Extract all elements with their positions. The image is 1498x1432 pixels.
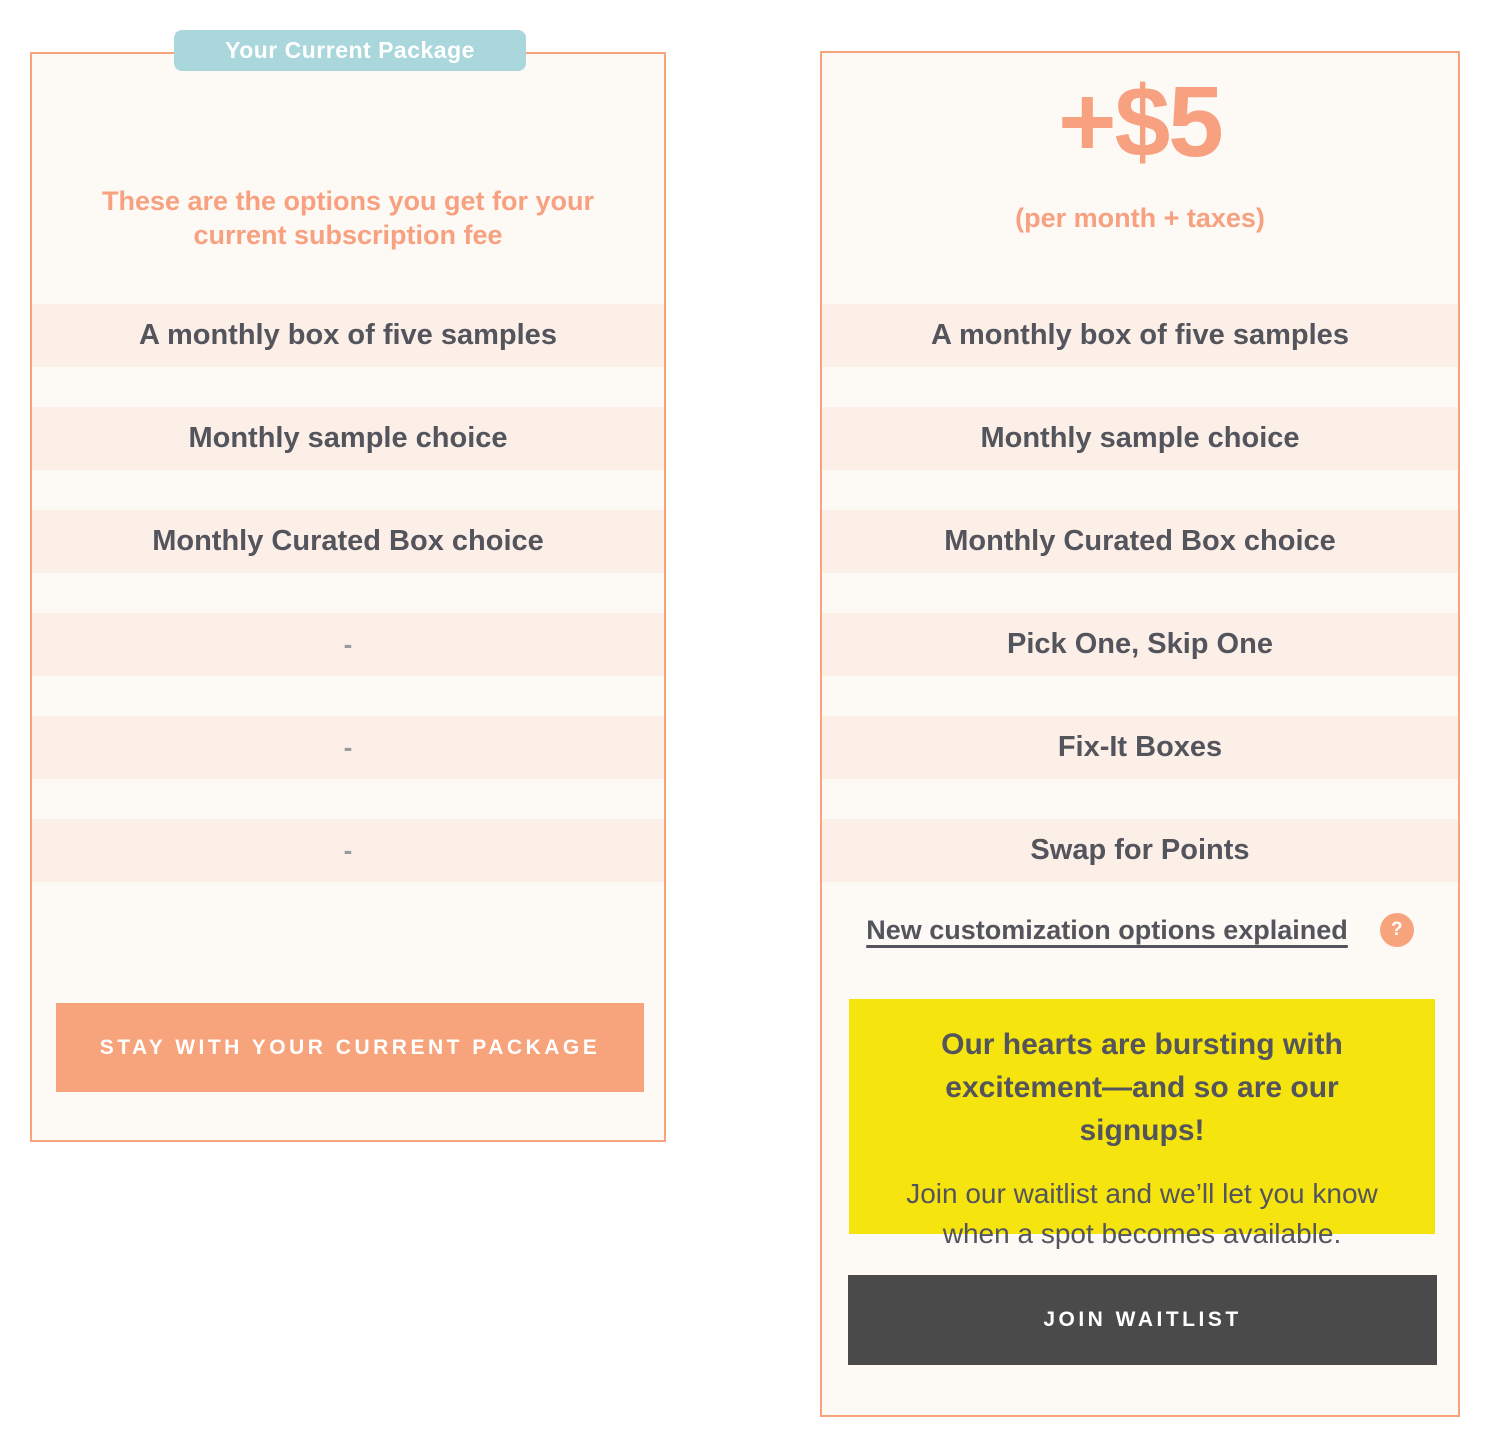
upgrade-price: +$5 (1058, 66, 1222, 178)
feature-row (822, 819, 1458, 882)
current-package-feature-list (32, 304, 664, 922)
current-package-intro: These are the options you get for your current subscription fee (101, 186, 595, 250)
feature-dash: - (343, 629, 353, 659)
feature-row-empty (32, 819, 664, 882)
feature-label: A monthly box of five samples (139, 319, 557, 351)
feature-row (32, 304, 664, 367)
upgrade-feature-list (822, 304, 1458, 922)
feature-label: Monthly Curated Box choice (944, 525, 1336, 557)
feature-label: Monthly sample choice (980, 422, 1300, 454)
stay-current-package-button[interactable]: STAY WITH YOUR CURRENT PACKAGE (56, 1003, 644, 1092)
feature-row (822, 716, 1458, 779)
current-package-badge: Your Current Package (174, 30, 526, 71)
feature-row (32, 407, 664, 470)
feature-label: Pick One, Skip One (1007, 628, 1273, 660)
join-waitlist-button[interactable]: JOIN WAITLIST (848, 1275, 1437, 1365)
waitlist-heading: Our hearts are bursting with excitement—and so are our signups! (941, 1028, 1343, 1147)
upgrade-price-note: (per month + taxes) (1015, 203, 1265, 233)
feature-row (822, 304, 1458, 367)
feature-row-empty (32, 716, 664, 779)
feature-label: A monthly box of five samples (931, 319, 1349, 351)
feature-row (822, 613, 1458, 676)
feature-row-empty (32, 613, 664, 676)
help-icon[interactable]: ? (1380, 913, 1414, 947)
waitlist-body: Join our waitlist and we’ll let you know when a spot becomes available. (906, 1178, 1378, 1249)
upgrade-package-card (820, 51, 1460, 1417)
feature-dash: - (343, 835, 353, 865)
customization-options-row (822, 908, 1458, 952)
feature-label: Swap for Points (1030, 834, 1250, 866)
waitlist-notice (849, 999, 1435, 1249)
feature-label: Fix-It Boxes (1057, 731, 1223, 763)
feature-label: Monthly Curated Box choice (152, 525, 544, 557)
customization-options-link[interactable]: New customization options explained (866, 914, 1348, 945)
feature-row (822, 407, 1458, 470)
feature-row (32, 510, 664, 573)
current-package-card (30, 37, 666, 1142)
feature-row (822, 510, 1458, 573)
feature-label: Monthly sample choice (188, 422, 508, 454)
feature-dash: - (343, 732, 353, 762)
